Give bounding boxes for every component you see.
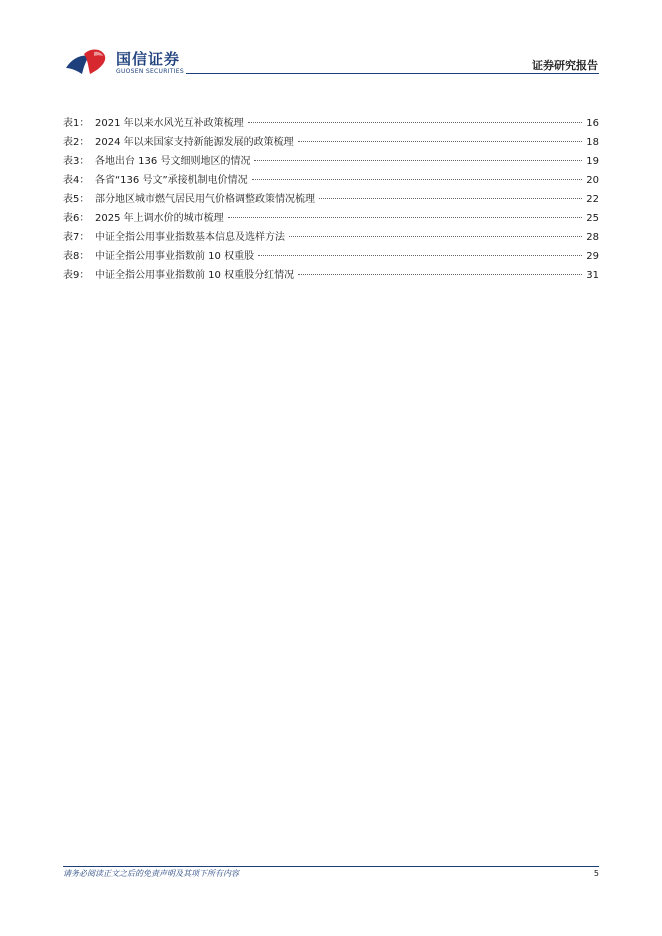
toc-item-title: 2021 年以来水风光互补政策梳理 [95,118,244,129]
toc-leader-dots [254,160,582,161]
guosen-logo-mark-icon [64,46,112,76]
header-divider [186,73,599,74]
toc-item-title: 2025 年上调水价的城市梳理 [95,213,224,224]
toc-item-page: 28 [586,232,599,243]
toc-item[interactable] [63,269,599,288]
toc-item[interactable] [63,231,599,250]
toc-item-title: 中证全指公用事业指数基本信息及选样方法 [95,232,285,243]
toc-item-page: 25 [586,213,599,224]
toc-item-title: 中证全指公用事业指数前 10 权重股 [95,251,255,262]
toc-item-page: 20 [586,175,599,186]
toc-leader-dots [252,179,583,180]
logo-chinese-name: 国信证券 [116,50,181,68]
toc-item-label: 表4： [63,175,90,186]
logo-english-name: GUOSEN SECURITIES [116,68,185,75]
toc-leader-dots [248,122,583,123]
page-header [0,0,662,80]
toc-item-label: 表2： [63,137,90,148]
toc-item-label: 表9： [63,270,90,281]
table-of-contents [63,117,599,288]
toc-item-label: 表5： [63,194,90,205]
toc-item-page: 18 [586,137,599,148]
toc-leader-dots [298,274,582,275]
footer-disclaimer: 请务必阅读正文之后的免责声明及其项下所有内容 [63,869,239,878]
toc-leader-dots [289,236,582,237]
report-type-label: 证券研究报告 [532,59,598,72]
toc-item-title: 各省“136 号文”承接机制电价情况 [95,175,248,186]
toc-item-title: 部分地区城市燃气居民用气价格调整政策情况梳理 [95,194,315,205]
toc-item-label: 表7： [63,232,90,243]
toc-item[interactable] [63,155,599,174]
toc-item-title: 2024 年以来国家支持新能源发展的政策梳理 [95,137,294,148]
toc-item-label: 表8： [63,251,90,262]
toc-item[interactable] [63,136,599,155]
toc-item-page: 19 [586,156,599,167]
toc-item-label: 表6： [63,213,90,224]
toc-item-page: 31 [586,270,599,281]
guosen-logo [64,46,184,80]
toc-leader-dots [258,255,582,256]
toc-item-page: 16 [586,118,599,129]
footer-divider [63,866,599,867]
toc-leader-dots [319,198,582,199]
toc-item[interactable] [63,117,599,136]
toc-item[interactable] [63,212,599,231]
toc-item[interactable] [63,193,599,212]
toc-item-page: 22 [586,194,599,205]
toc-leader-dots [228,217,583,218]
toc-item[interactable] [63,174,599,193]
toc-item-title: 中证全指公用事业指数前 10 权重股分红情况 [95,270,295,281]
page-number: 5 [593,869,599,878]
toc-item-label: 表3： [63,156,90,167]
toc-item[interactable] [63,250,599,269]
toc-item-title: 各地出台 136 号文细则地区的情况 [95,156,251,167]
toc-item-label: 表1： [63,118,90,129]
toc-leader-dots [298,141,583,142]
toc-item-page: 29 [586,251,599,262]
